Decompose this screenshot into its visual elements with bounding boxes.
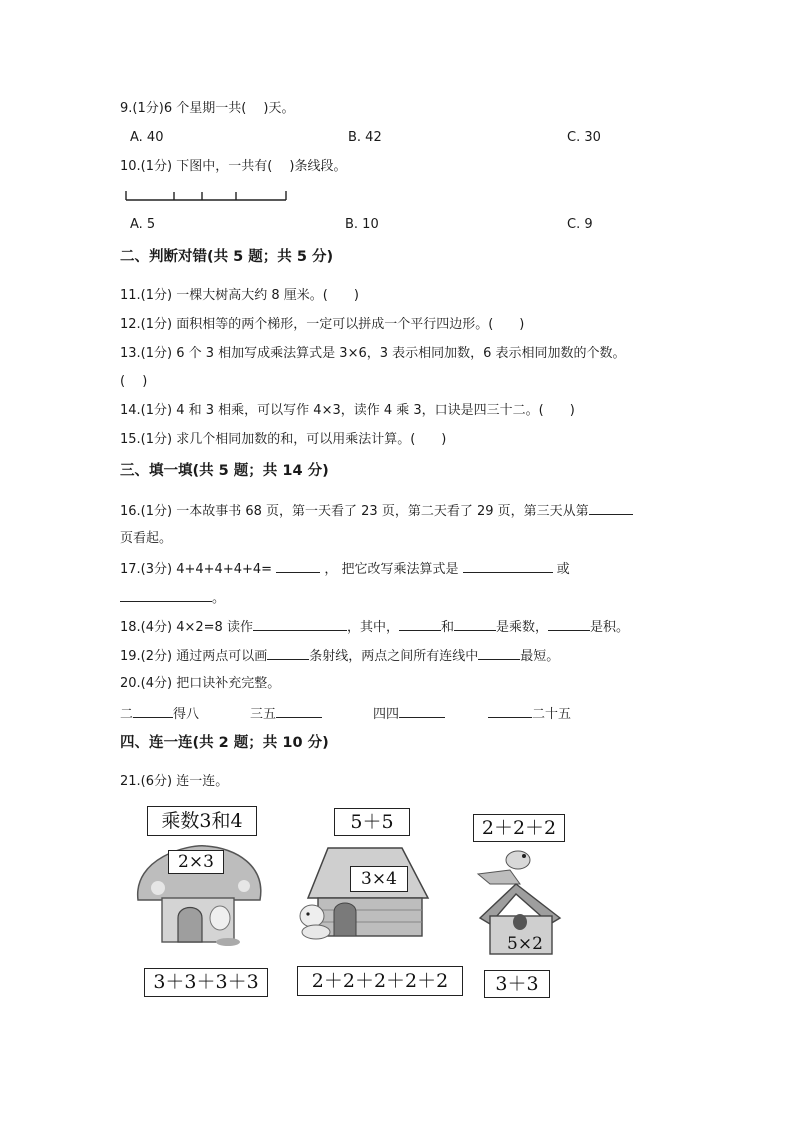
q18-blank-product[interactable]	[548, 618, 590, 631]
q17-text-a: 17.(3分) 4+4+4+4+4=	[120, 562, 273, 577]
q20-item-1	[120, 705, 199, 723]
q20-item-4	[488, 705, 571, 723]
q20-item-2	[250, 705, 322, 723]
top-box-3[interactable]: 2＋2＋2	[473, 814, 565, 842]
q20-prefix-1: 二	[120, 707, 134, 722]
q17-blank-mult-1[interactable]	[463, 560, 553, 573]
question-12: 12.(1分) 面积相等的两个梯形，一定可以拼成一个平行四边形。( )	[120, 317, 525, 332]
question-17-cont	[120, 589, 225, 607]
question-14: 14.(1分) 4 和 3 相乘，可以写作 4×3，读作 4 乘 3，口诀是四三十二。( )	[120, 403, 575, 418]
q20-suffix-1: 得八	[173, 707, 200, 722]
q18-text-e: 是积。	[590, 620, 630, 635]
q18-blank-read[interactable]	[253, 618, 347, 631]
question-9: 9.(1分)6 个星期一共( )天。	[120, 101, 295, 116]
bottom-box-3[interactable]: 3＋3	[484, 970, 550, 998]
q17-blank-sum[interactable]	[276, 560, 320, 573]
q19-text-b: 条射线，两点之间所有连线中	[309, 649, 479, 664]
question-10: 10.(1分) 下图中，一共有( )条线段。	[120, 159, 347, 174]
q17-blank-mult-2[interactable]	[120, 589, 212, 602]
q19-text-a: 19.(2分) 通过两点可以画	[120, 649, 268, 664]
q9-option-a: A. 40	[130, 130, 164, 145]
q19-text-c: 最短。	[520, 649, 560, 664]
section-2-title: 二、判断对错(共 5 题；共 5 分)	[120, 249, 334, 265]
q20-blank-3[interactable]	[399, 705, 445, 718]
bottom-box-2[interactable]: 2＋2＋2＋2＋2	[297, 966, 463, 996]
q18-text-b: ，其中，	[346, 620, 399, 635]
q20-prefix-2: 三五	[250, 707, 277, 722]
bottom-box-1[interactable]: 3＋3＋3＋3	[144, 968, 268, 997]
question-16-cont: 页看起。	[120, 531, 173, 546]
question-19	[120, 647, 559, 665]
question-13: 13.(1分) 6 个 3 相加写成乘法算式是 3×6，3 表示相同加数，6 表示相同加数的个数。	[120, 346, 626, 361]
q19-blank-rays[interactable]	[267, 647, 309, 660]
line-segment-figure	[124, 188, 289, 204]
question-21: 21.(6分) 连一连。	[120, 774, 229, 789]
q10-option-c: C. 9	[567, 217, 593, 232]
middle-box-2[interactable]: 3×4	[350, 866, 408, 892]
middle-box-3[interactable]: 5×2	[507, 934, 543, 954]
question-11: 11.(1分) 一棵大树高大约 8 厘米。( )	[120, 288, 359, 303]
question-17	[120, 560, 570, 578]
q10-option-b: B. 10	[345, 217, 379, 232]
q18-text-a: 18.(4分) 4×2=8 读作	[120, 620, 253, 635]
top-box-2[interactable]: 5＋5	[334, 808, 410, 836]
q18-blank-factor-1[interactable]	[399, 618, 441, 631]
q16-blank[interactable]	[589, 502, 633, 515]
q16-text: 16.(1分) 一本故事书 68 页，第一天看了 23 页，第二天看了 29 页，第三天从第	[120, 504, 589, 519]
question-18	[120, 618, 629, 636]
middle-box-1[interactable]: 2×3	[168, 850, 224, 874]
q20-blank-4[interactable]	[488, 705, 532, 718]
q10-option-a: A. 5	[130, 217, 156, 232]
q17-text-b: ， 把它改写乘法算式是	[324, 562, 459, 577]
q9-option-c: C. 30	[567, 130, 601, 145]
q20-blank-2[interactable]	[276, 705, 322, 718]
q20-suffix-4: 二十五	[532, 707, 572, 722]
question-20: 20.(4分) 把口诀补充完整。	[120, 676, 281, 691]
q19-blank-shortest[interactable]	[478, 647, 520, 660]
q20-blank-1[interactable]	[133, 705, 173, 718]
question-13-answer: ( )	[120, 374, 148, 389]
q20-prefix-3: 四四	[373, 707, 400, 722]
q17-text-d: 。	[212, 591, 226, 606]
q18-blank-factor-2[interactable]	[454, 618, 496, 631]
question-16	[120, 502, 633, 520]
section-4-title: 四、连一连(共 2 题；共 10 分)	[120, 735, 329, 751]
q18-text-c: 和	[440, 620, 454, 635]
q18-text-d: 是乘数，	[495, 620, 548, 635]
question-15: 15.(1分) 求几个相同加数的和，可以用乘法计算。( )	[120, 432, 447, 447]
top-box-1[interactable]: 乘数3和4	[147, 806, 257, 836]
q9-option-b: B. 42	[348, 130, 382, 145]
section-3-title: 三、填一填(共 5 题；共 14 分)	[120, 463, 329, 479]
q20-item-3	[373, 705, 445, 723]
q17-text-c: 或	[556, 562, 570, 577]
